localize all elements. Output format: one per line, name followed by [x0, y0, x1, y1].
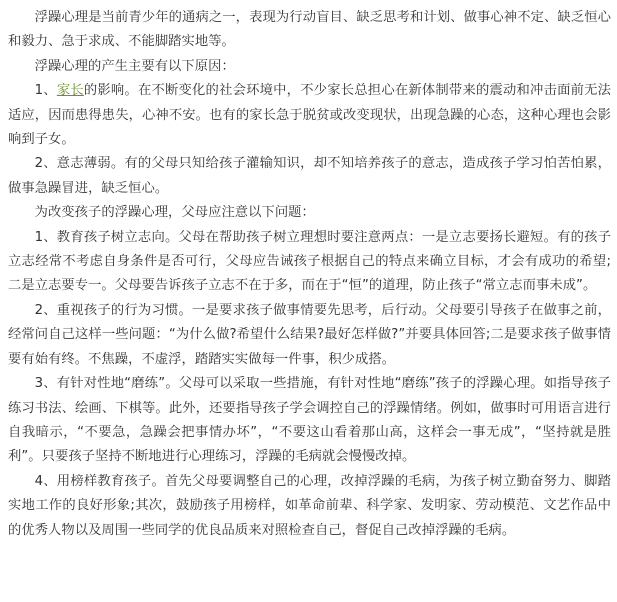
cause-number: 1、	[34, 83, 57, 99]
parents-link[interactable]: 家长	[56, 83, 84, 99]
paragraph-cause-parents	[8, 79, 611, 152]
paragraph-solution-training: 3、有针对性地“磨练”。父母可以采取一些措施，有针对性地“磨练”孩子的浮躁心理。如指导孩子练习书法、绘画、下棋等。此外，还要指导孩子学会调控自己的浮躁情绪。例如，做事时可用语言进行自我暗示，“不要急，急躁会把事情办坏”，“不要这山看着那山高，这样会一事无成”，“坚持就是胜利”。只要孩子坚持不断地进行心理练习，浮躁的毛病就会慢慢改掉。	[8, 376, 611, 465]
paragraph-solution-role-models: 4、用榜样教育孩子。首先父母要调整自己的心理，改掉浮躁的毛病，为孩子树立勤奋努力、脚踏实地工作的良好形象;其次，鼓励孩子用榜样，如革命前辈、科学家、发明家、劳动模范、文艺作品中的优秀人物以及周围一些同学的优良品质来对照检查自己，督促自己改掉浮躁的毛病。	[8, 473, 611, 538]
paragraph-solution-ambition: 1、教育孩子树立志向。父母在帮助孩子树立理想时要注意两点：一是立志要扬长避短。有的孩子立志经常不考虑自身条件是否可行，父母应告诫孩子根据自己的特点来确立目标，才会有成功的希望;二是立志要专一。父母要告诉孩子立志不在于多，而在于“恒”的道理，防止孩子“常立志而事未成”。	[8, 229, 611, 294]
paragraph-cause-will: 2、意志薄弱。有的父母只知给孩子灌输知识，却不知培养孩子的意志，造成孩子学习怕苦怕累，做事急躁冒进，缺乏恒心。	[8, 156, 611, 196]
paragraph-intro: 浮躁心理是当前青少年的通病之一，表现为行动盲目、缺乏思考和计划、做事心神不定、缺乏恒心和毅力、急于求成、不能脚踏实地等。	[8, 10, 611, 50]
cause-parents-text: 的影响。在不断变化的社会环境中，不少家长总担心在新体制带来的震动和冲击面前无法适应，因而患得患失，心神不安。也有的家长急于脱贫或改变现状，出现急躁的心态，这种心理也会影响到子女。	[8, 83, 612, 148]
paragraph-solutions-heading: 为改变孩子的浮躁心理，父母应注意以下问题：	[34, 205, 315, 221]
paragraph-causes-heading: 浮躁心理的产生主要有以下原因：	[34, 58, 235, 74]
paragraph-solution-habits: 2、重视孩子的行为习惯。一是要求孩子做事情要先思考，后行动。父母要引导孩子在做事之前，经常问自己这样一些问题：“为什么做?希望什么结果?最好怎样做?”并要具体回答;二是要求孩子做事情要有始有终。不焦躁，不虚浮，踏踏实实做每一件事，积少成搭。	[8, 302, 611, 367]
